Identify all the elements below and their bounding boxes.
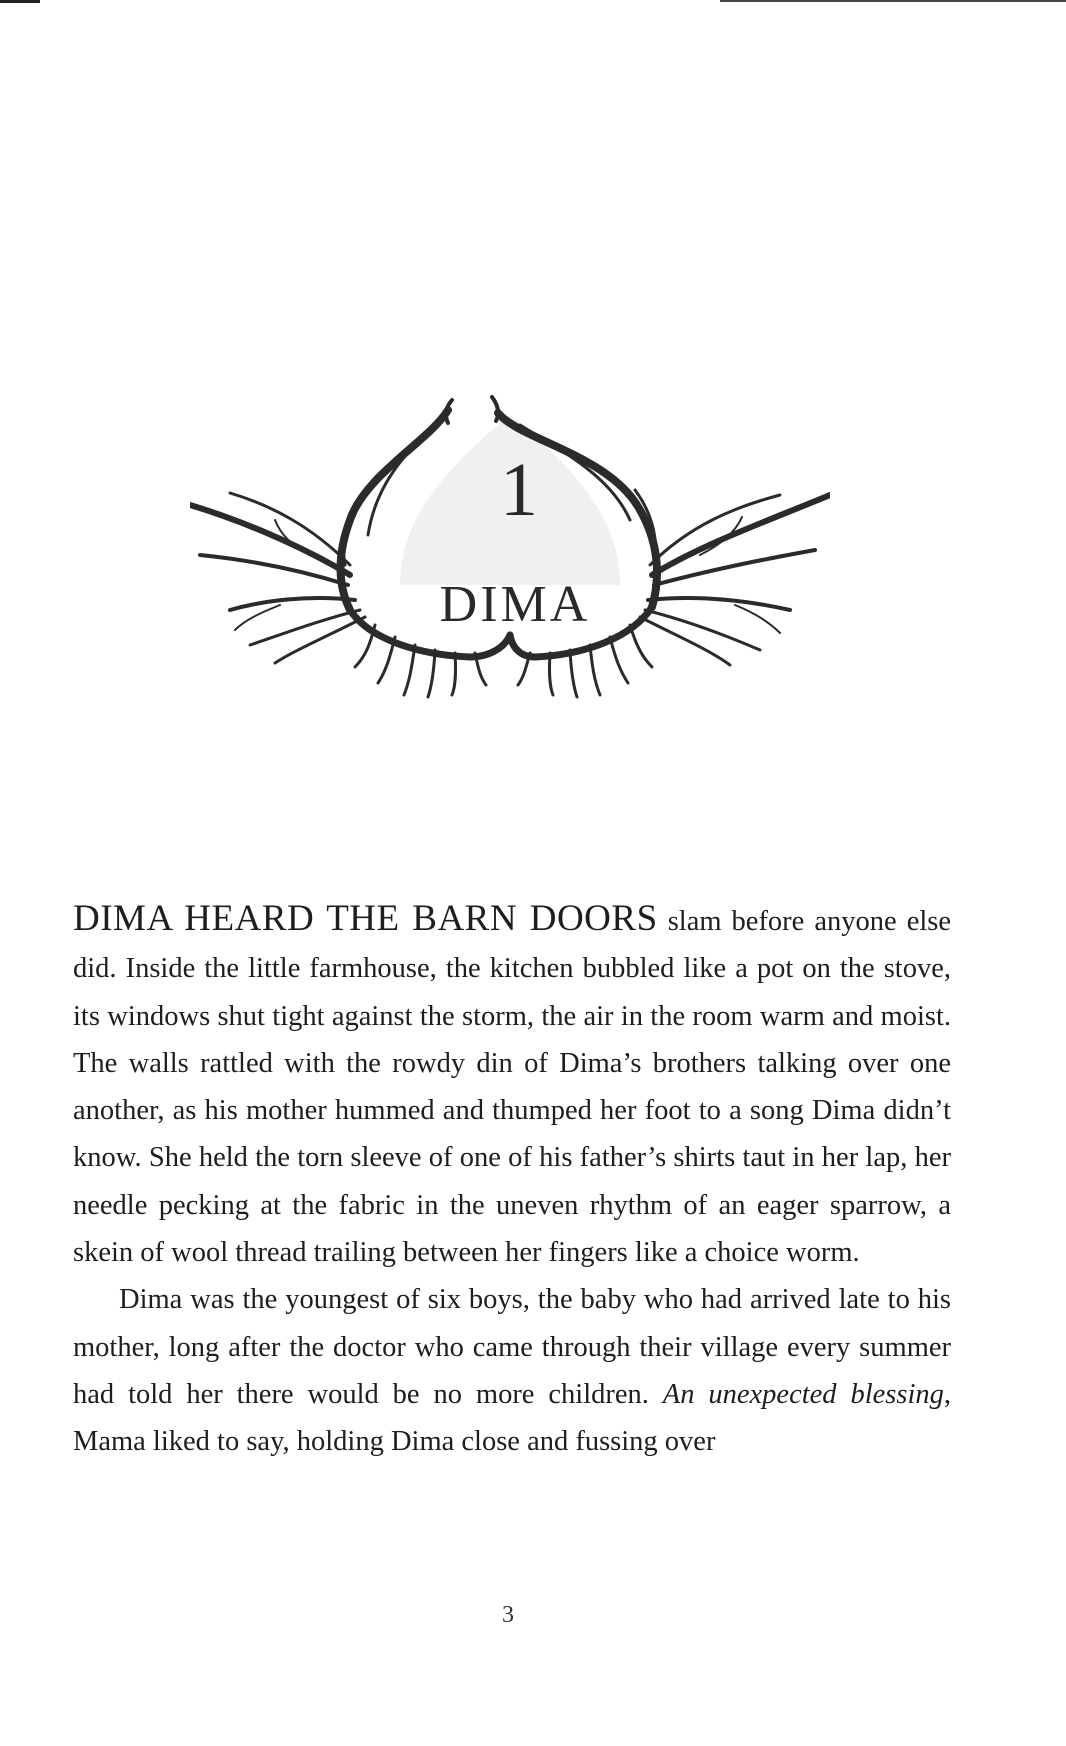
paragraph-2-italic-phrase: An unexpected blessing bbox=[662, 1378, 944, 1410]
chapter-body bbox=[73, 895, 951, 1466]
chapter-number: 1 bbox=[500, 448, 538, 532]
paragraph-2 bbox=[73, 1276, 951, 1465]
paragraph-2-text-end: , Mama liked to say, holding Dima close and fussing over bbox=[73, 1378, 951, 1458]
chapter-title: DIMA bbox=[439, 576, 591, 633]
paragraph-1 bbox=[73, 895, 951, 1276]
top-edge-rule-right bbox=[720, 0, 1066, 2]
lead-in-small-caps: DIMA HEARD THE BARN DOORS bbox=[73, 898, 658, 939]
paragraph-2-text-start: Dima was the youngest of six boys, the baby who had arrived late to his mother, long after the doctor who came through their village every summer had told her there would be no more children. bbox=[73, 1284, 951, 1410]
paragraph-1-text: slam before anyone else did. Inside the little farmhouse, the kitchen bubbled like a pot on the stove, its windows shut tight against the storm, the air in the room warm and moist. The walls rattled with the rowdy din of Dima’s brothers talking over one another, as his mother hummed and thumped her foot to a song Dima didn’t know. She held the torn sleeve of one of his father’s shirts taut in her lap, her needle pecking at the fabric in the uneven rhythm of an eager sparrow, a skein of wool thread trailing between her fingers like a choice worm. bbox=[73, 906, 951, 1269]
top-edge-rule-left bbox=[0, 0, 40, 3]
page-number: 3 bbox=[502, 1602, 514, 1628]
